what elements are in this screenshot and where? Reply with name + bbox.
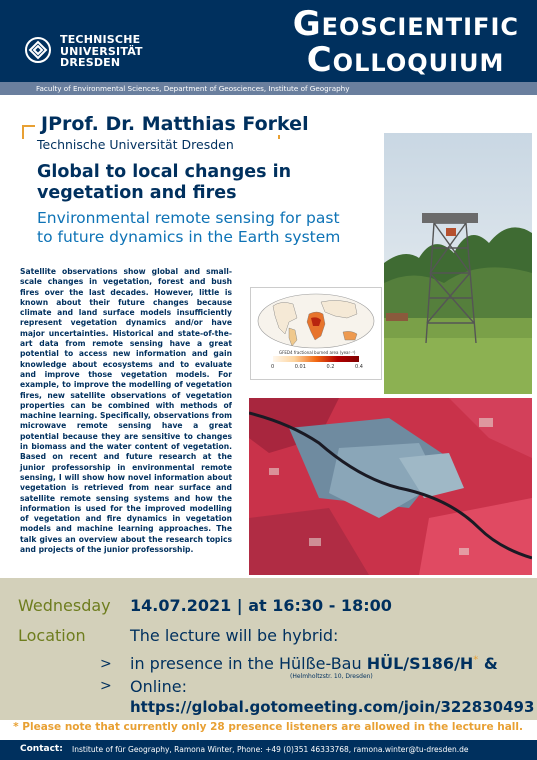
colloquium-line1: Geoscientific — [292, 4, 519, 44]
presence-line: in presence in the Hülße-Bau HÜL/S186/H* & — [130, 654, 498, 673]
presence-note: * Please note that currently only 28 presence listeners are allowed in the lecture hall. — [13, 721, 523, 733]
bullet-online: > — [100, 678, 112, 694]
contact-label: Contact: — [20, 744, 63, 754]
speaker-frame-left — [22, 125, 24, 139]
faculty-bar: Faculty of Environmental Sciences, Department of Geosciences, Institute of Geography — [0, 82, 537, 95]
map-legend-bar — [273, 356, 359, 362]
event-info-box — [0, 578, 537, 720]
colloquium-line2: Colloquium — [306, 40, 505, 80]
map-legend-ticks: 0 0.01 0.2 0.4 — [271, 364, 363, 370]
tud-logo-icon — [24, 36, 52, 64]
online-label: Online: — [130, 677, 187, 696]
university-name: TECHNISCHE UNIVERSITÄT DRESDEN — [60, 33, 143, 69]
date-time: 14.07.2021 | at 16:30 - 18:00 — [130, 596, 392, 615]
map-legend-title: GFED4 fractional burned area (year⁻¹) — [279, 350, 356, 355]
contact-bar — [0, 740, 537, 760]
speaker-name: JProf. Dr. Matthias Forkel — [35, 113, 315, 135]
talk-subtitle: Environmental remote sensing for past to future dynamics in the Earth system — [37, 209, 341, 246]
online-url[interactable]: https://global.gotomeeting.com/join/322830493 — [130, 698, 535, 716]
location-label: Location — [18, 626, 86, 645]
bullet-presence: > — [100, 656, 112, 672]
contact-text: Institute of für Geography, Ramona Winter, Phone: +49 (0)351 46333768, ramona.winter@tu-dresden.de — [72, 745, 469, 754]
colloquium-title — [293, 6, 519, 78]
speaker-affiliation: Technische Universität Dresden — [37, 137, 234, 152]
abstract-text: Satellite observations show global and small-scale changes in vegetation, forest and bush fires over the last decades. However, little is known about their future changes because climate and land surface models insufficiently represent vegetation dynamics and/or have major uncertainties. Historical and state-of-the-art data from remote sensing have a great potential to access new information and gain knowledge about ecosystems and to evaluate and improve those vegetation models. For example, to improve the modelling of vegetation fires, new satellite observations of vegetation properties can be combined with methods of machine learning. Specifically, observations from microwave remote sensing have a great potential because they are sensitive to changes in biomass and the water content of vegetation. Based on recent and future research at the junior professorship in environmental remote sensing, I will show how novel information about vegetation is retrieved from near surface and satellite remote sensing systems and how the information is used for the improved modelling of vegetation and fire dynamics in vegetation models and machine learning approaches. The talk gives an overview about the research topics and projects of the junior professorship. — [20, 267, 232, 555]
talk-title: Global to local changes in vegetation and fires — [37, 162, 292, 203]
header-bar — [0, 0, 537, 82]
hybrid-text: The lecture will be hybrid: — [130, 626, 339, 645]
address-text: (Helmholtzstr. 10, Dresden) — [290, 673, 373, 680]
burned-area-map — [250, 287, 382, 380]
satellite-image — [249, 398, 532, 575]
tower-photo — [384, 133, 532, 394]
day-label: Wednesday — [18, 596, 111, 615]
room-number: HÜL/S186/H — [366, 654, 474, 673]
